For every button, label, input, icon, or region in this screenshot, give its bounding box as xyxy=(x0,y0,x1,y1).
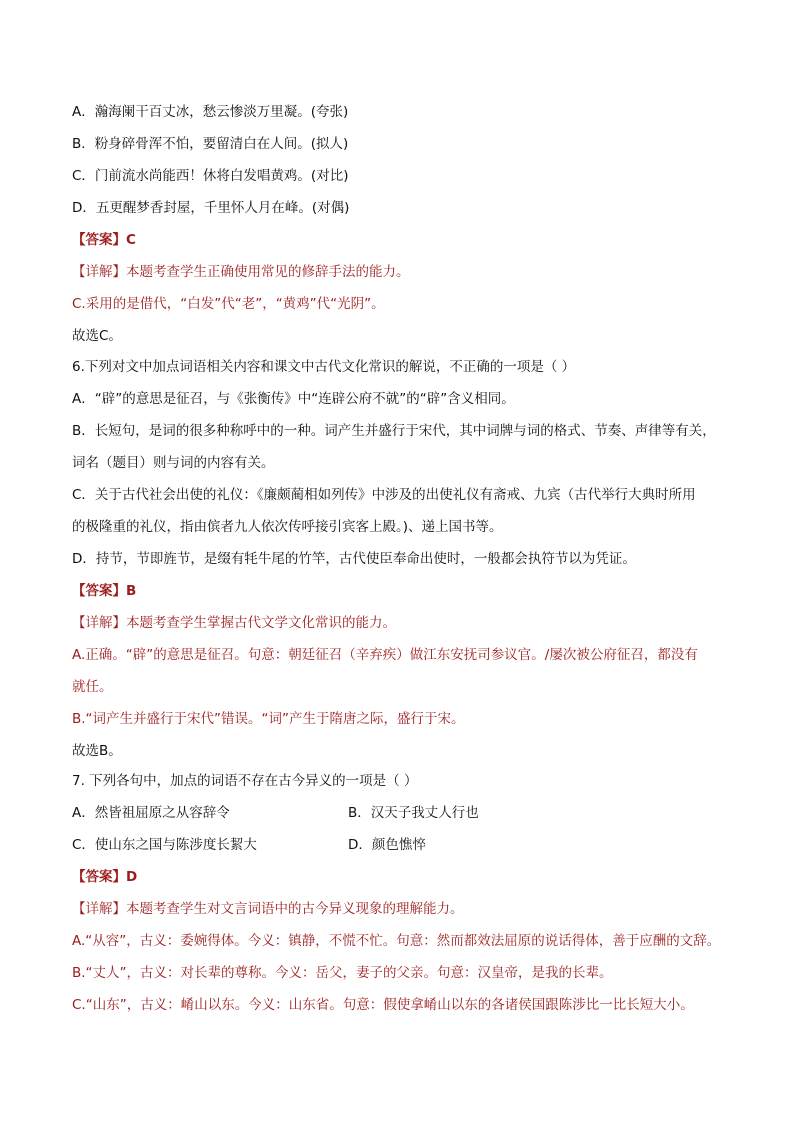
q6-explain-b: B.“词产生并盛行于宋代”错误。“词”产生于隋唐之际，盛行于宋。 xyxy=(72,711,465,727)
q7-detail: 【详解】本题考查学生对文言词语中的古今异义现象的理解能力。 xyxy=(72,901,464,917)
q5-option-a: A．瀚海阑干百丈冰，愁云惨淡万里凝。(夸张) xyxy=(72,104,349,120)
q6-option-c-line2: 的极隆重的礼仪，指由傧者九人依次传呼接引宾客上殿。)、递上国书等。 xyxy=(72,519,503,535)
q7-option-d: D．颜色憔悴 xyxy=(348,837,426,853)
q5-option-d: D．五更醒梦香封屋，千里怀人月在峰。(对偶) xyxy=(72,200,350,216)
q5-option-b: B．粉身碎骨浑不怕，要留清白在人间。(拟人) xyxy=(72,136,349,152)
q6-answer: 【答案】B xyxy=(72,583,137,599)
q7-explain-b: B.“丈人”，古义：对长辈的尊称。今义：岳父，妻子的父亲。句意：汉皇帝，是我的长辈。 xyxy=(72,965,613,981)
q7-option-b: B．汉天子我丈人行也 xyxy=(348,805,479,821)
q7-explain-c: C.“山东”，古义：崤山以东。今义：山东省。句意：假使拿崤山以东的各诸侯国跟陈涉比一比长短大小。 xyxy=(72,997,694,1013)
q6-option-b-line2: 词名（题目）则与词的内容有关。 xyxy=(72,455,275,471)
q7-option-a: A．然皆祖屈原之从容辞令 xyxy=(72,805,230,821)
q6-option-a: A．“辟”的意思是征召，与《张衡传》中“连辟公府不就”的“辟”含义相同。 xyxy=(72,391,515,407)
q6-option-c-line1: C．关于古代社会出使的礼仪：《廉颇蔺相如列传》中涉及的出使礼仪有斋戒、九宾（古代举行大典时所用 xyxy=(72,487,696,503)
q5-option-c: C．门前流水尚能西！休将白发唱黄鸡。(对比) xyxy=(72,168,349,184)
q5-detail: 【详解】本题考查学生正确使用常见的修辞手法的能力。 xyxy=(72,264,410,280)
q5-conclusion: 故选C。 xyxy=(72,328,122,344)
q5-answer: 【答案】C xyxy=(72,232,136,248)
q6-option-b-line1: B．长短句，是词的很多种称呼中的一种。词产生并盛行于宋代，其中词牌与词的格式、节奏、声律等有关， xyxy=(72,423,716,439)
q7-option-c: C．使山东之国与陈涉度长絜大 xyxy=(72,837,257,853)
q7-answer: 【答案】D xyxy=(72,869,138,885)
q5-explain-c: C.采用的是借代，“白发”代“老”，“黄鸡”代“光阴”。 xyxy=(72,296,385,312)
q6-stem: 6.下列对文中加点词语相关内容和课文中古代文化常识的解说，不正确的一项是（ ） xyxy=(72,359,576,375)
q6-explain-a-line2: 就任。 xyxy=(72,679,113,695)
q7-stem: 7. 下列各句中，加点的词语不存在古今异义的一项是（ ） xyxy=(72,773,418,789)
q6-conclusion: 故选B。 xyxy=(72,743,122,759)
q6-detail: 【详解】本题考查学生掌握古代文学文化常识的能力。 xyxy=(72,615,396,631)
q6-explain-a-line1: A.正确。“辟”的意思是征召。句意：朝廷征召（辛弃疾）做江东安抚司参议官。/屡次被公府征召，都没有 xyxy=(72,647,698,663)
q6-option-d: D．持节，节即旌节，是缀有牦牛尾的竹竿，古代使臣奉命出使时，一般都会执符节以为凭证。 xyxy=(72,551,636,567)
q7-explain-a: A.“从容”，古义：委婉得体。今义：镇静，不慌不忙。句意：然而都效法屈原的说话得体，善于应酬的文辞。 xyxy=(72,933,721,949)
